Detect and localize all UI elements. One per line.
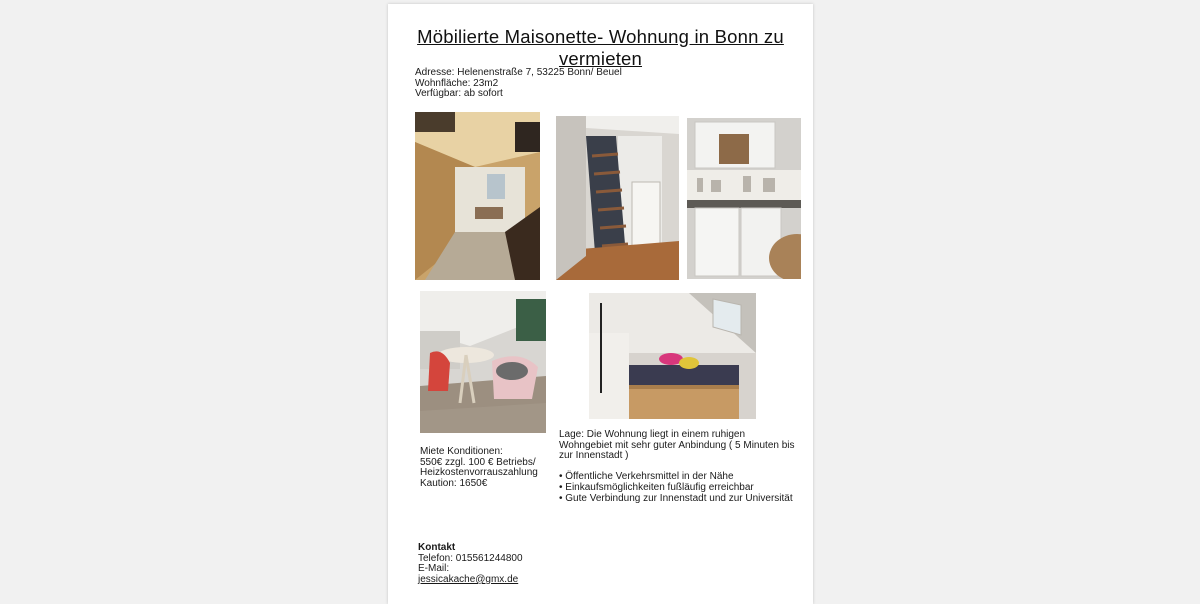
availability-line: Verfügbar: ab sofort xyxy=(415,88,503,100)
location-bullet: • Öffentliche Verkehrsmittel in der Nähe xyxy=(559,471,734,483)
photo-kitchenette xyxy=(687,118,801,279)
photo-staircase xyxy=(556,116,679,280)
document-title: Möbilierte Maisonette- Wohnung in Bonn zu vermieten xyxy=(417,26,784,69)
photo-bedroom-loft xyxy=(589,293,756,419)
photo-living-room-from-loft xyxy=(415,112,540,280)
phone-line: Telefon: 015561244800 xyxy=(418,552,523,564)
location-bullet: • Gute Verbindung zur Innenstadt und zur Universität xyxy=(559,492,793,504)
photo-dining-corner xyxy=(420,291,546,433)
deposit-line: Kaution: 1650€ xyxy=(420,477,488,489)
location-intro: Lage: Die Wohnung liegt in einem ruhigen Wohngebiet mit sehr guter Anbindung ( 5 Minuten bis zur Innenstadt ) xyxy=(559,429,795,462)
contact-heading: Kontakt xyxy=(418,542,456,553)
location-section xyxy=(559,430,799,504)
email-label: E-Mail: xyxy=(418,563,450,575)
document-page xyxy=(388,4,813,604)
address-line: Adresse: Helenenstraße 7, 53225 Bonn/ Beuel xyxy=(415,67,622,78)
rent-line: 550€ zzgl. 100 € Betriebs/ Heizkostenvorrauszahlung xyxy=(420,456,538,479)
contact-section xyxy=(418,543,523,585)
email-link[interactable]: jessicakache@gmx.de xyxy=(418,573,519,585)
area-line: Wohnfläche: 23m2 xyxy=(415,77,499,89)
listing-details xyxy=(415,68,622,100)
location-bullet: • Einkaufsmöglichkeiten fußläufig erreichbar xyxy=(559,481,754,493)
conditions-heading: Miete Konditionen: xyxy=(420,446,503,457)
rental-conditions xyxy=(420,447,540,489)
